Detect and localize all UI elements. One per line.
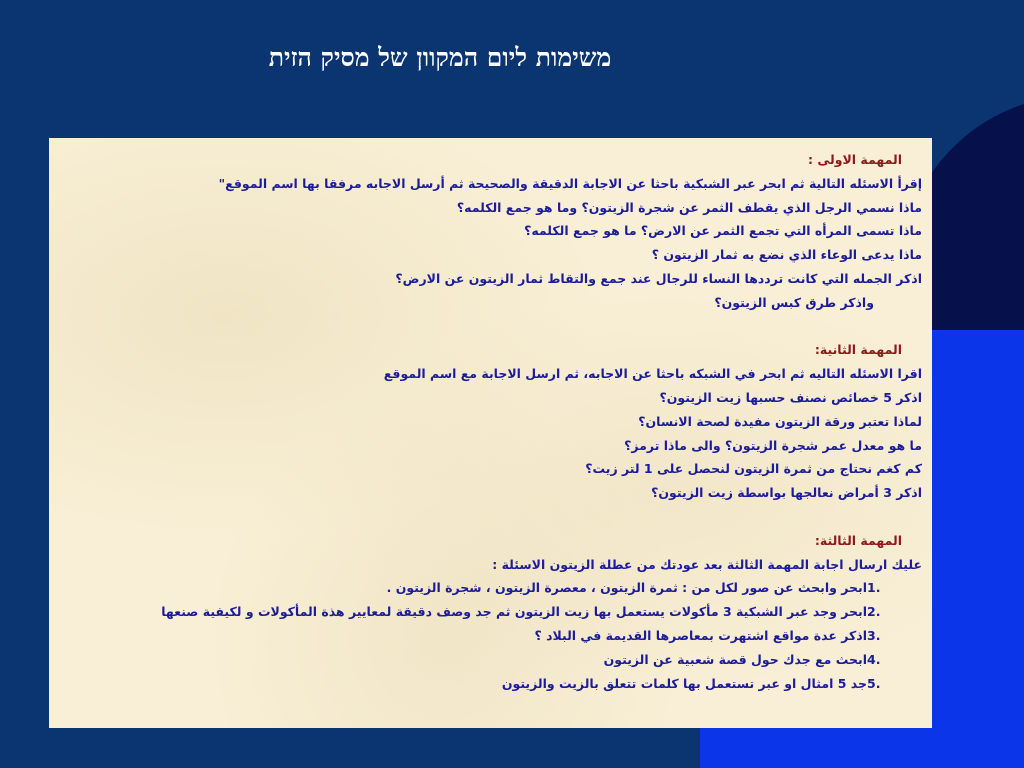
list-number: 4.	[867, 651, 881, 667]
task1-heading: المهمة الاولى :	[808, 152, 902, 167]
task2-question-1: اذكر 5 خصائص نصنف حسبها زيت الزيتون؟	[659, 389, 922, 405]
slide-title: משימות ליום המקוון של מסיק הזית	[268, 43, 612, 72]
list-item	[57, 672, 922, 696]
list-text: ابحر وابحث عن صور لكل من : ثمرة الزيتون ، معصرة الزيتون ، شجرة الزيتون .	[386, 580, 867, 596]
task2-question-2: لماذا تعتبر ورقة الزيتون مفيدة لصحة الانسان؟	[638, 413, 922, 429]
list-text: ابحر وجد عبر الشبكية 3 مأكولات يستعمل بها زيت الزيتون ثم جد وصف دقيقة لمعايير هذة المأكولات و لكيفية صنعها	[161, 604, 867, 620]
content-panel	[49, 138, 932, 728]
task2-question-3: ما هو معدل عمر شجرة الزيتون؟ والى ماذا ترمز؟	[624, 437, 922, 453]
list-number: 1.	[867, 580, 881, 596]
task2-question-5: اذكر 3 أمراض نعالجها بواسطة زيت الزيتون؟	[651, 485, 922, 501]
task2-instruction: اقرا الاسئله التاليه ثم ابحر في الشبكه باحثا عن الاجابه، ثم ارسل الاجابة مع اسم الموقع	[383, 366, 922, 382]
list-text: اذكر عدة مواقع اشتهرت بمعاصرها القديمة في البلاد ؟	[534, 627, 867, 643]
spacer	[57, 505, 922, 529]
list-number: 2.	[867, 604, 881, 620]
list-text: جد 5 امثال او عبر تستعمل بها كلمات تتعلق بالزيت والزيتون	[501, 675, 867, 691]
task2-question-4: كم كغم نحتاج من ثمرة الزيتون لنحصل على 1 لتر زيت؟	[585, 461, 922, 477]
task1-instruction: إقرأ الاسئله التالية ثم ابحر عبر الشبكية باحثا عن الاجابة الدقيقة والصحيحة ثم أرسل الاجابه مرفقا بها اسم الموقع"	[218, 175, 922, 191]
list-text: ابحث مع جدك حول قصة شعبية عن الزيتون	[603, 651, 867, 667]
list-number: 3.	[867, 627, 881, 643]
task1-question-2: ماذا تسمى المرأه التي تجمع الثمر عن الارض؟ ما هو جمع الكلمه؟	[524, 223, 922, 239]
list-item	[57, 624, 922, 648]
task3-heading: المهمة الثالثة:	[814, 532, 902, 548]
task1-question-3: ماذا يدعى الوعاء الذي نضع به ثمار الزيتون ؟	[651, 247, 922, 263]
task3-list	[57, 576, 922, 695]
list-number: 5.	[867, 675, 881, 691]
task1-question-4: اذكر الجمله التي كانت ترددها النساء للرجال عند جمع والتقاط ثمار الزيتون عن الارض؟	[395, 270, 922, 286]
task-list	[57, 148, 922, 695]
task2-heading: المهمة الثانية:	[814, 342, 902, 358]
list-item	[57, 600, 922, 624]
task1-question-1: ماذا نسمي الرجل الذي يقطف الثمر عن شجرة الزيتون؟ وما هو جمع الكلمه؟	[456, 199, 922, 215]
task3-intro: عليك ارسال اجابة المهمة الثالثة بعد عودتك من عطلة الزيتون الاسئلة :	[492, 556, 922, 572]
list-item	[57, 576, 922, 600]
list-item	[57, 648, 922, 672]
spacer	[57, 315, 922, 339]
task1-question-5: واذكر طرق كبس الزيتون؟	[714, 294, 874, 310]
